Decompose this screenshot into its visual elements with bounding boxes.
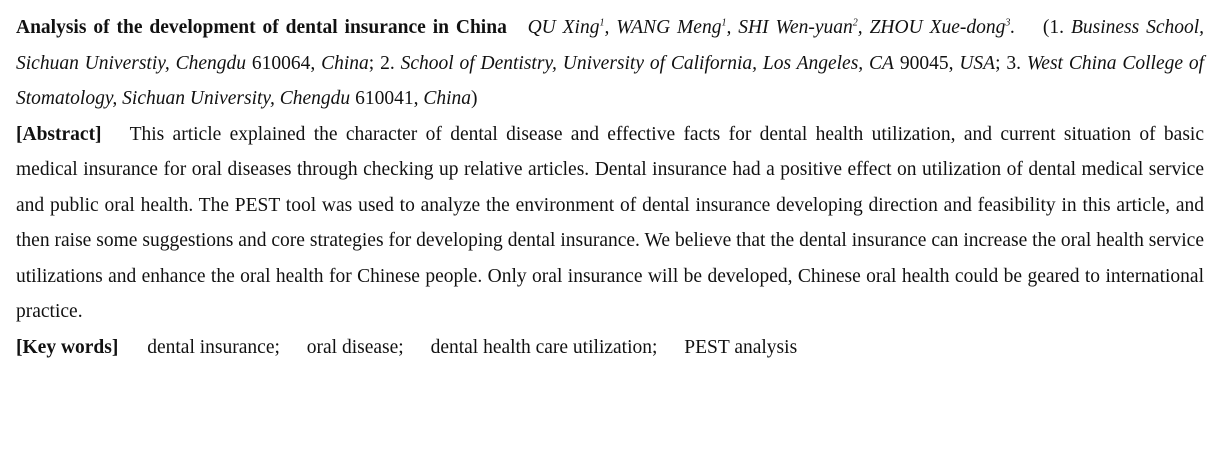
author-separator: , [857,17,870,38]
author-name: SHI Wen-yuan [738,17,853,38]
affiliation-1-country: China [321,52,369,74]
author-affil-mark: 2 [852,17,858,29]
abstract-text: This article explained the character of dental disease and effective facts for dental health utilization, and current situation of basic medical insurance for oral diseases through checking up relative articles. Dental insurance had a positive effect on utilization of dental medical service and public oral health. The PEST tool was used to analyze the environment of dental insurance developing direction and feasibility in this article, and then raise some suggestions and core strategies for developing dental insurance. We believe that the dental insurance can increase the oral health service utilizations and enhance the oral health for Chinese people. Only oral insurance will be developed, Chinese oral health could be geared to international practice. [16,123,1204,322]
affiliation-2-lead: ; 2. [368,52,401,74]
abstract-section [16,117,1204,330]
affiliation-2-country: USA [959,52,996,74]
affiliation-2-zip: 90045, [899,52,954,74]
affiliation-open: (1. [1042,17,1071,38]
author-affil-mark: 1 [721,17,727,29]
abstract-label: [Abstract] [16,123,102,145]
author-separator: , [604,17,617,38]
keyword-item: oral disease; [306,336,404,358]
author-list [528,17,1023,38]
affiliation-1-institution: Business School, Sichuan Universtiy, Chengdu [16,17,1205,74]
keywords-label: [Key words] [16,336,119,358]
keyword-item: dental health care utilization; [430,336,658,358]
author-name: QU Xing [527,17,600,38]
affiliation-3-lead: ; 3. [995,52,1027,74]
author-separator: . [1010,17,1016,38]
affiliation-1-zip: 610064, [251,52,316,74]
author-separator: , [726,17,739,38]
affiliation-3-country: China [423,88,471,109]
affiliation-close: ) [471,88,478,109]
article-title: Analysis of the development of dental insurance in China [16,17,507,38]
article-header [16,10,1204,117]
affiliation-3-zip: 610041, [355,88,419,109]
author-affil-mark: 1 [599,17,605,29]
keywords-section [16,330,1204,366]
author-name: ZHOU Xue-dong [869,17,1006,38]
author-name: WANG Meng [616,17,722,38]
author-affil-mark: 3 [1005,17,1011,29]
affiliation-2-institution: School of Dentistry, University of California, Los Angeles, CA [400,52,894,74]
keyword-item: dental insurance; [147,336,280,358]
keyword-item: PEST analysis [684,336,798,358]
affiliation-3-institution: West China College of Stomatology, Sichuan University, Chengdu [16,52,1205,109]
